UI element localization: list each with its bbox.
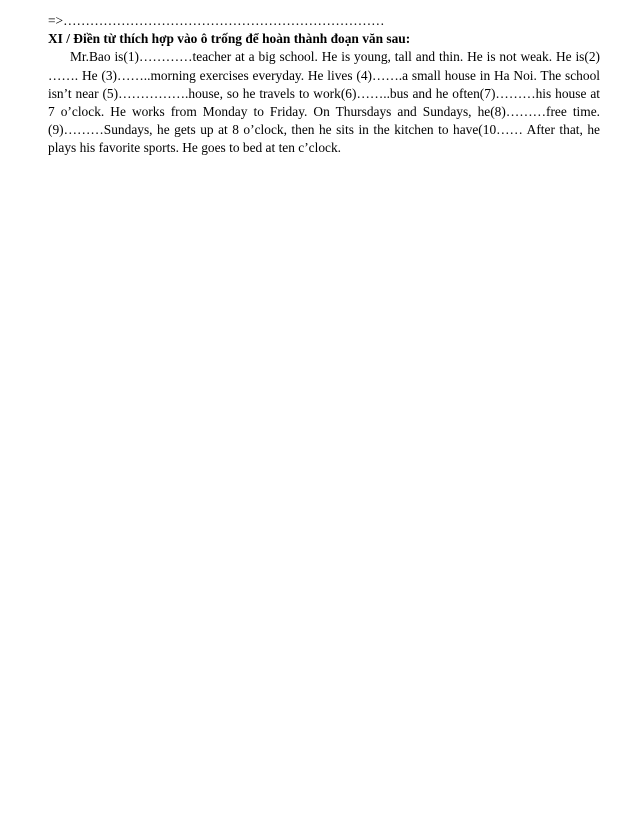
fill-in-passage: Mr.Bao is(1)…………teacher at a big school. He is young, tall and thin. He is not weak. He is(2) ……. He (3)……..morning exercises everyday. He lives (4)…….a small house in Ha Noi. The school isn’t near (5)…………….house, so he travels to work(6)……..bus and he often(7)………his house at 7 o’clock. He works from Monday to Friday. On Thursdays and Sundays, he(8)………free time.(9)………Sundays, he gets up at 8 o’clock, then he sits in the kitchen to have(10…… After that, he plays his favorite sports. He goes to bed at ten c’clock.: [48, 49, 600, 156]
answer-line: =>………………………………………………………………: [48, 13, 385, 28]
document-page: [48, 12, 600, 158]
section-heading: XI / Điền từ thích hợp vào ô trống để hoàn thành đoạn văn sau:: [48, 31, 411, 47]
